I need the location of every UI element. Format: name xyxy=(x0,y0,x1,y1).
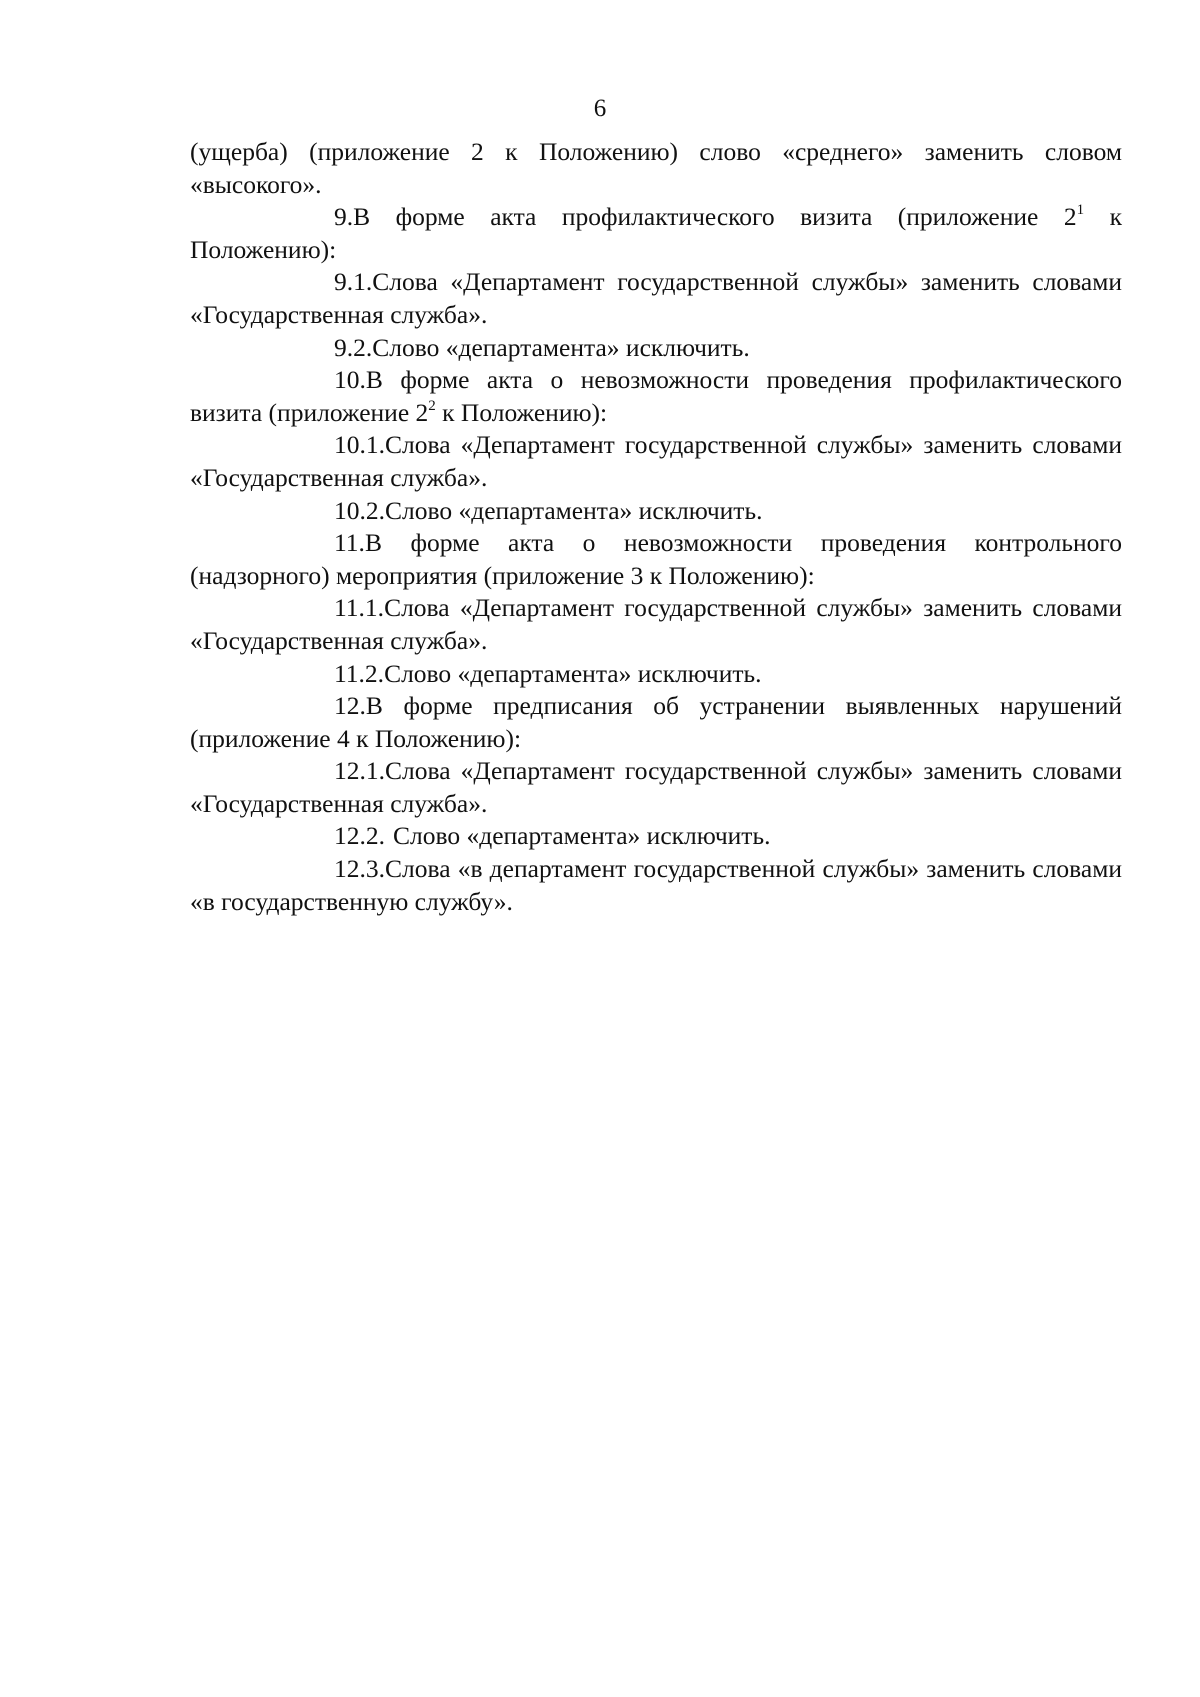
item-number: 10. xyxy=(334,365,366,395)
item-number: 12.2. xyxy=(334,821,385,851)
paragraph-11-1 xyxy=(190,592,1122,657)
superscript: 2 xyxy=(428,397,436,414)
paragraph-11-2 xyxy=(190,658,1122,691)
paragraph-continuation xyxy=(190,136,1122,201)
item-number: 9. xyxy=(334,202,354,232)
paragraph-9-1 xyxy=(190,266,1122,331)
item-number: 11. xyxy=(334,528,365,558)
paragraph-text: В форме предписания об устранении выявленных нарушений (приложение 4 к Положению): xyxy=(190,691,1122,753)
paragraph-text-after: к Положению): xyxy=(435,397,608,427)
paragraph-text: Слово «департамента» исключить. xyxy=(385,495,763,525)
paragraph-12-1 xyxy=(190,755,1122,820)
paragraph-text: Слова «Департамент государственной службы» заменить словами «Государственная служба». xyxy=(190,756,1122,818)
item-number: 12. xyxy=(334,691,366,721)
paragraph-10-2 xyxy=(190,495,1122,528)
paragraph-10-1 xyxy=(190,429,1122,494)
paragraph-text: Слова «Департамент государственной службы» заменить словами «Государственная служба». xyxy=(190,430,1122,492)
item-number: 10.2. xyxy=(334,495,385,525)
paragraph-10 xyxy=(190,364,1122,429)
paragraph-9 xyxy=(190,201,1122,266)
item-number: 12.1. xyxy=(334,756,385,786)
paragraph-text: В форме акта профилактического визита (приложение 2 xyxy=(353,202,1077,232)
paragraph-11 xyxy=(190,527,1122,592)
paragraph-text: Слова «Департамент государственной службы» заменить словами «Государственная служба». xyxy=(190,267,1122,329)
page-number: 6 xyxy=(593,95,607,122)
superscript: 1 xyxy=(1076,202,1085,219)
paragraph-text: В форме акта о невозможности проведения профилактического визита (приложение 2 xyxy=(190,365,1122,427)
item-number: 9.2. xyxy=(334,332,373,362)
paragraph-text: Слово «департамента» исключить. xyxy=(372,332,750,362)
item-number: 11.1. xyxy=(334,593,385,623)
paragraph-9-2 xyxy=(190,332,1122,365)
paragraph-text: Слово «департамента» исключить. xyxy=(393,821,771,851)
item-number: 12.3. xyxy=(334,854,385,884)
paragraph-text: Слово «департамента» исключить. xyxy=(384,658,762,688)
paragraph-text: (ущерба) (приложение 2 к Положению) слово «среднего» заменить словом «высокого». xyxy=(190,137,1122,199)
document-body xyxy=(190,136,1122,918)
item-number: 10.1. xyxy=(334,430,385,460)
item-number: 11.2. xyxy=(334,658,385,688)
paragraph-text: Слова «Департамент государственной службы» заменить словами «Государственная служба». xyxy=(190,593,1122,655)
paragraph-text-after: к Положению): xyxy=(190,202,1122,264)
paragraph-text: Слова «в департамент государственной службы» заменить словами «в государственную службу». xyxy=(190,854,1122,916)
item-number: 9.1. xyxy=(334,267,373,297)
paragraph-12-3 xyxy=(190,853,1122,918)
paragraph-12-2 xyxy=(190,820,1122,853)
paragraph-12 xyxy=(190,690,1122,755)
paragraph-text: В форме акта о невозможности проведения контрольного (надзорного) мероприятия (приложение 3 к Положению): xyxy=(190,528,1122,590)
